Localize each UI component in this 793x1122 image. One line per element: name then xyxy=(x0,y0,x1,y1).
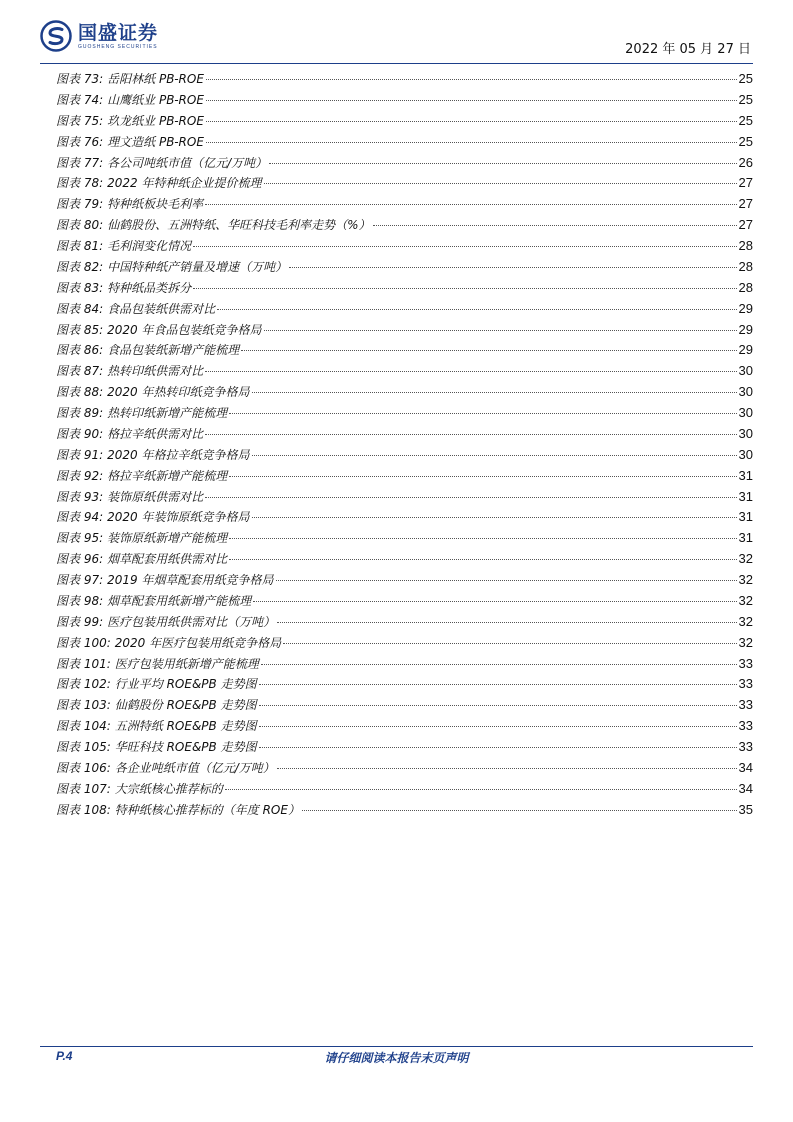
toc-entry-page: 32 xyxy=(738,634,753,650)
toc-entry-page: 29 xyxy=(738,321,753,337)
toc-entry-page: 30 xyxy=(738,384,753,400)
toc-entry[interactable] xyxy=(56,403,753,424)
toc-entry-title: 装饰原纸供需对比 xyxy=(107,489,204,504)
toc-dot-leader xyxy=(206,142,737,143)
toc-entry-label: 图表 91: xyxy=(56,447,104,462)
toc-entry-title: 华旺科技 ROE&PB 走势图 xyxy=(114,740,257,754)
figure-list xyxy=(56,69,753,821)
toc-entry-title: 各公司吨纸市值（亿元/万吨） xyxy=(107,155,268,170)
toc-entry[interactable] xyxy=(56,382,753,403)
toc-entry-label: 图表 102: xyxy=(56,677,111,692)
toc-entry[interactable] xyxy=(56,90,753,111)
toc-entry-title: 大宗纸核心推荐标的 xyxy=(114,781,223,796)
toc-entry-title: 理文造纸 PB-ROE xyxy=(107,134,204,149)
toc-entry-title: 行业平均 ROE&PB 走势图 xyxy=(114,677,257,692)
toc-dot-leader xyxy=(205,204,736,205)
toc-entry-label: 图表 84: xyxy=(56,301,104,316)
toc-entry-title: 2020 年装饰原纸竞争格局 xyxy=(107,510,250,525)
toc-entry-title: 烟草配套用纸供需对比 xyxy=(107,552,228,567)
toc-entry-title: 玖龙纸业 PB-ROE xyxy=(107,113,204,128)
toc-entry-title: 装饰原纸新增产能梳理 xyxy=(107,531,228,546)
toc-dot-leader xyxy=(229,538,736,539)
toc-entry-page: 28 xyxy=(738,238,753,253)
toc-entry[interactable] xyxy=(56,111,753,132)
toc-entry-title: 仙鹤股份、五洲特纸、华旺科技毛利率走势（%） xyxy=(107,218,371,233)
toc-entry[interactable] xyxy=(56,695,753,716)
toc-entry[interactable] xyxy=(56,612,753,633)
toc-entry-label: 图表 89: xyxy=(56,406,104,420)
toc-dot-leader xyxy=(229,413,736,414)
toc-dot-leader xyxy=(229,476,736,477)
toc-entry-page: 35 xyxy=(738,801,753,817)
toc-entry[interactable] xyxy=(56,570,753,591)
toc-dot-leader xyxy=(252,392,737,393)
toc-entry[interactable] xyxy=(56,800,753,821)
toc-entry-title: 2020 年医疗包装用纸竞争格局 xyxy=(114,635,282,650)
toc-entry-page: 25 xyxy=(738,91,753,107)
toc-entry-label: 图表 73: xyxy=(56,72,104,86)
toc-entry[interactable] xyxy=(56,445,753,466)
toc-entry-label: 图表 81: xyxy=(56,239,104,253)
toc-entry-label: 图表 105: xyxy=(56,740,111,754)
toc-dot-leader xyxy=(206,79,737,80)
toc-entry-label: 图表 104: xyxy=(56,719,111,734)
page-number: P.4 xyxy=(56,1049,73,1063)
toc-entry-label: 图表 78: xyxy=(56,176,104,191)
toc-dot-leader xyxy=(225,789,737,790)
toc-entry-title: 2020 年食品包装纸竞争格局 xyxy=(107,322,262,337)
toc-entry-title: 仙鹤股份 ROE&PB 走势图 xyxy=(114,698,257,713)
toc-entry-title: 岳阳林纸 PB-ROE xyxy=(107,72,204,86)
toc-dot-leader xyxy=(269,163,736,164)
toc-entry-page: 32 xyxy=(738,613,753,629)
toc-entry-page: 31 xyxy=(738,530,753,546)
toc-dot-leader xyxy=(205,497,736,498)
footer-divider xyxy=(40,1046,753,1047)
toc-entry[interactable] xyxy=(56,633,753,654)
toc-entry-label: 图表 97: xyxy=(56,573,104,587)
toc-entry-page: 31 xyxy=(738,509,753,525)
toc-entry-page: 32 xyxy=(738,592,753,608)
toc-entry-title: 格拉辛纸供需对比 xyxy=(107,426,204,441)
toc-entry[interactable] xyxy=(56,549,753,570)
toc-entry-label: 图表 101: xyxy=(56,656,111,671)
toc-dot-leader xyxy=(241,350,736,351)
toc-entry-label: 图表 92: xyxy=(56,468,104,483)
toc-entry[interactable] xyxy=(56,257,753,278)
toc-entry-title: 各企业吨纸市值（亿元/万吨） xyxy=(114,760,275,775)
toc-entry-title: 烟草配套用纸新增产能梳理 xyxy=(107,593,252,608)
toc-entry-page: 28 xyxy=(738,279,753,295)
toc-entry-label: 图表 93: xyxy=(56,489,104,504)
toc-entry-title: 2020 年格拉辛纸竞争格局 xyxy=(107,447,250,462)
toc-entry[interactable] xyxy=(56,424,753,445)
toc-entry-page: 27 xyxy=(738,175,753,191)
toc-entry-title: 格拉辛纸新增产能梳理 xyxy=(107,468,228,483)
toc-entry-label: 图表 74: xyxy=(56,92,104,107)
toc-entry-page: 29 xyxy=(738,300,753,316)
toc-dot-leader xyxy=(261,664,737,665)
toc-dot-leader xyxy=(277,768,737,769)
toc-entry[interactable] xyxy=(56,779,753,800)
toc-entry[interactable] xyxy=(56,194,753,215)
guosheng-logo-icon xyxy=(40,20,72,52)
toc-entry-title: 中国特种纸产销量及增速（万吨） xyxy=(107,259,288,274)
toc-entry-title: 山鹰纸业 PB-ROE xyxy=(107,92,204,107)
toc-entry-label: 图表 95: xyxy=(56,531,104,546)
toc-dot-leader xyxy=(283,643,736,644)
page-header xyxy=(40,20,753,60)
toc-entry-page: 25 xyxy=(738,112,753,128)
toc-entry-title: 特种纸品类拆分 xyxy=(107,280,192,295)
toc-dot-leader xyxy=(253,601,736,602)
toc-entry-label: 图表 106: xyxy=(56,760,111,775)
toc-entry-title: 毛利润变化情况 xyxy=(107,239,192,253)
toc-entry[interactable] xyxy=(56,340,753,361)
toc-entry-label: 图表 107: xyxy=(56,781,111,796)
toc-entry-label: 图表 85: xyxy=(56,322,104,337)
toc-entry-page: 33 xyxy=(738,676,753,692)
toc-entry-label: 图表 90: xyxy=(56,426,104,441)
toc-entry-page: 31 xyxy=(738,488,753,504)
toc-entry-label: 图表 86: xyxy=(56,343,104,358)
toc-entry-label: 图表 80: xyxy=(56,218,104,233)
toc-entry[interactable] xyxy=(56,236,753,257)
toc-entry-page: 30 xyxy=(738,425,753,441)
toc-entry[interactable] xyxy=(56,320,753,341)
toc-dot-leader xyxy=(205,434,736,435)
toc-dot-leader xyxy=(206,121,737,122)
toc-entry-page: 26 xyxy=(738,154,753,170)
toc-dot-leader xyxy=(276,580,737,581)
toc-entry-title: 特种纸核心推荐标的（年度 ROE） xyxy=(114,802,300,817)
logo-english-name: GUOSHENG SECURITIES xyxy=(78,43,158,50)
toc-entry-title: 食品包装纸新增产能梳理 xyxy=(107,343,240,358)
toc-entry-title: 特种纸板块毛利率 xyxy=(107,197,204,212)
toc-entry-title: 食品包装纸供需对比 xyxy=(107,301,216,316)
toc-entry[interactable] xyxy=(56,591,753,612)
toc-entry[interactable] xyxy=(56,528,753,549)
toc-entry[interactable] xyxy=(56,361,753,382)
toc-entry-page: 32 xyxy=(738,572,753,587)
company-logo xyxy=(40,20,158,52)
toc-dot-leader xyxy=(252,517,737,518)
report-date: 2022 年 05 月 27 日 xyxy=(625,42,751,57)
toc-entry-label: 图表 108: xyxy=(56,802,111,817)
toc-entry[interactable] xyxy=(56,215,753,236)
toc-entry-label: 图表 82: xyxy=(56,259,104,274)
toc-entry-page: 30 xyxy=(738,405,753,420)
toc-entry-page: 27 xyxy=(738,217,753,233)
disclaimer-note: 请仔细阅读本报告末页声明 xyxy=(324,1051,469,1065)
toc-entry-title: 2019 年烟草配套用纸竞争格局 xyxy=(107,573,274,587)
toc-dot-leader xyxy=(264,330,737,331)
toc-entry-page: 25 xyxy=(738,133,753,149)
toc-entry-label: 图表 87: xyxy=(56,364,104,379)
toc-dot-leader xyxy=(302,810,737,811)
toc-dot-leader xyxy=(193,246,736,247)
toc-entry-title: 医疗包装用纸供需对比（万吨） xyxy=(107,614,276,629)
logo-chinese-name: 国盛证券 xyxy=(78,21,159,44)
toc-dot-leader xyxy=(259,726,737,727)
toc-entry-page: 34 xyxy=(738,780,753,796)
toc-entry-label: 图表 98: xyxy=(56,593,104,608)
toc-entry[interactable] xyxy=(56,716,753,737)
toc-entry-page: 33 xyxy=(738,655,753,671)
toc-entry-page: 30 xyxy=(738,363,753,379)
toc-entry-label: 图表 100: xyxy=(56,635,111,650)
toc-entry-label: 图表 96: xyxy=(56,552,104,567)
toc-entry[interactable] xyxy=(56,69,753,90)
toc-entry-label: 图表 79: xyxy=(56,197,104,212)
toc-entry[interactable] xyxy=(56,654,753,675)
toc-entry-title: 热转印纸新增产能梳理 xyxy=(107,406,228,420)
toc-dot-leader xyxy=(229,559,736,560)
toc-dot-leader xyxy=(259,705,737,706)
toc-entry[interactable] xyxy=(56,758,753,779)
toc-entry-label: 图表 99: xyxy=(56,614,104,629)
toc-entry-title: 热转印纸供需对比 xyxy=(107,364,204,379)
toc-dot-leader xyxy=(277,622,736,623)
toc-entry[interactable] xyxy=(56,153,753,174)
header-divider xyxy=(40,63,753,64)
toc-entry-label: 图表 88: xyxy=(56,385,104,400)
toc-entry-page: 34 xyxy=(738,759,753,775)
toc-dot-leader xyxy=(259,684,737,685)
toc-entry-title: 2020 年热转印纸竞争格局 xyxy=(107,385,250,400)
toc-entry[interactable] xyxy=(56,737,753,758)
toc-entry-page: 25 xyxy=(738,71,753,86)
toc-dot-leader xyxy=(264,183,737,184)
toc-entry[interactable] xyxy=(56,278,753,299)
toc-dot-leader xyxy=(259,747,737,748)
toc-entry[interactable] xyxy=(56,466,753,487)
toc-entry-page: 33 xyxy=(738,697,753,713)
toc-entry-label: 图表 76: xyxy=(56,134,104,149)
toc-entry-label: 图表 83: xyxy=(56,280,104,295)
toc-dot-leader xyxy=(289,267,736,268)
toc-dot-leader xyxy=(205,371,736,372)
toc-dot-leader xyxy=(217,309,736,310)
toc-entry-title: 医疗包装用纸新增产能梳理 xyxy=(114,656,259,671)
toc-entry[interactable] xyxy=(56,132,753,153)
toc-entry-title: 五洲特纸 ROE&PB 走势图 xyxy=(114,719,257,734)
toc-entry-title: 2022 年特种纸企业提价梳理 xyxy=(107,176,262,191)
toc-entry-label: 图表 94: xyxy=(56,510,104,525)
toc-entry-page: 27 xyxy=(738,196,753,212)
toc-entry-page: 33 xyxy=(738,718,753,734)
toc-entry-page: 30 xyxy=(738,446,753,462)
toc-entry[interactable] xyxy=(56,674,753,695)
toc-entry[interactable] xyxy=(56,507,753,528)
toc-entry-page: 33 xyxy=(738,739,753,754)
toc-dot-leader xyxy=(373,225,737,226)
toc-dot-leader xyxy=(193,288,736,289)
toc-entry-label: 图表 77: xyxy=(56,155,104,170)
toc-entry-page: 31 xyxy=(738,467,753,483)
toc-entry[interactable] xyxy=(56,487,753,508)
toc-dot-leader xyxy=(206,100,737,101)
toc-entry[interactable] xyxy=(56,173,753,194)
toc-entry-label: 图表 103: xyxy=(56,698,111,713)
toc-dot-leader xyxy=(252,455,737,456)
toc-entry-label: 图表 75: xyxy=(56,113,104,128)
toc-entry[interactable] xyxy=(56,299,753,320)
toc-entry-page: 29 xyxy=(738,342,753,358)
toc-entry-page: 32 xyxy=(738,551,753,567)
toc-entry-page: 28 xyxy=(738,258,753,274)
